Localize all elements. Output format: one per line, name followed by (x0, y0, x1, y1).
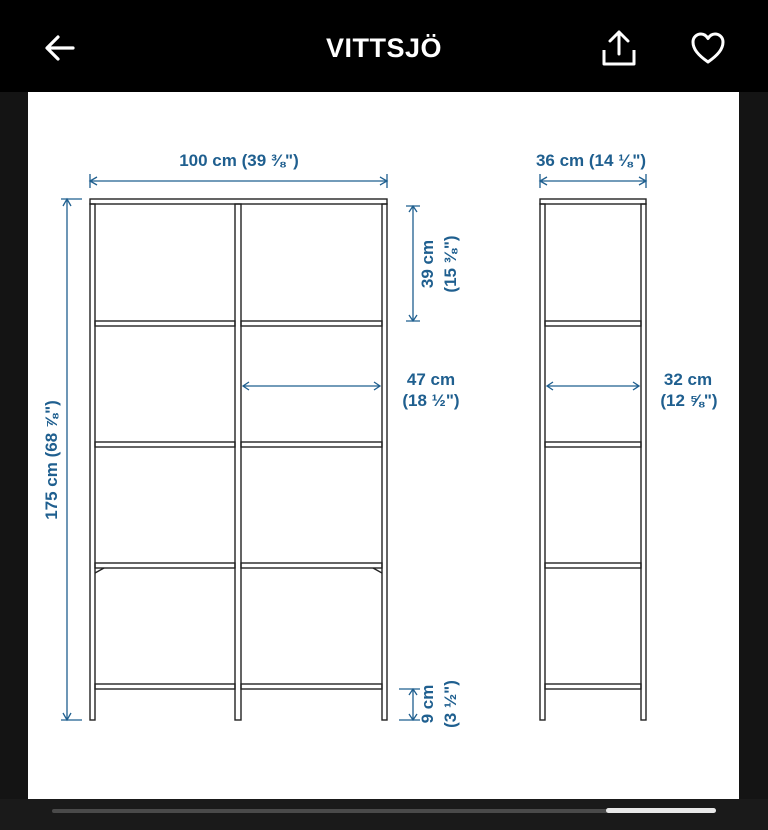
side-view-shelf (540, 199, 646, 720)
page-title: VITTSJÖ (325, 33, 443, 63)
heart-icon (690, 31, 726, 65)
bottom-gap-label-in: (3 ½") (441, 680, 460, 728)
bottom-gap-label-cm: 9 cm (418, 684, 437, 724)
dimensions-diagram (28, 92, 739, 799)
width-dimension-line (90, 174, 387, 188)
inner-depth-label-cm: 32 cm (663, 370, 713, 389)
width-label: 100 cm (39 ⅜") (179, 151, 299, 170)
front-view-shelf (90, 199, 387, 720)
top-bar (0, 0, 768, 92)
inner-depth-label-in: (12 ⅝") (660, 391, 718, 410)
product-dimensions-image[interactable] (28, 92, 739, 799)
share-upload-icon (599, 28, 639, 68)
left-margin (0, 92, 28, 802)
bottom-bar (0, 799, 768, 830)
favorite-button[interactable] (686, 26, 730, 70)
bottom-gap-line (399, 689, 420, 720)
depth-label: 36 cm (14 ⅛") (535, 151, 647, 170)
inner-width-label-in: (18 ½") (402, 391, 460, 410)
shelf-spacing-label-in: (15 ⅜") (441, 235, 460, 293)
height-dimension-line (61, 199, 82, 720)
right-margin (739, 92, 768, 802)
depth-dimension-line (540, 174, 646, 188)
share-button[interactable] (597, 26, 641, 70)
inner-depth-line (547, 382, 639, 390)
horizontal-scrollbar-thumb[interactable] (606, 808, 716, 813)
shelf-spacing-label-cm: 39 cm (418, 239, 437, 289)
inner-width-line (243, 382, 380, 390)
height-label: 175 cm (68 ⅞") (42, 400, 61, 520)
inner-width-label-cm: 47 cm (406, 370, 456, 389)
